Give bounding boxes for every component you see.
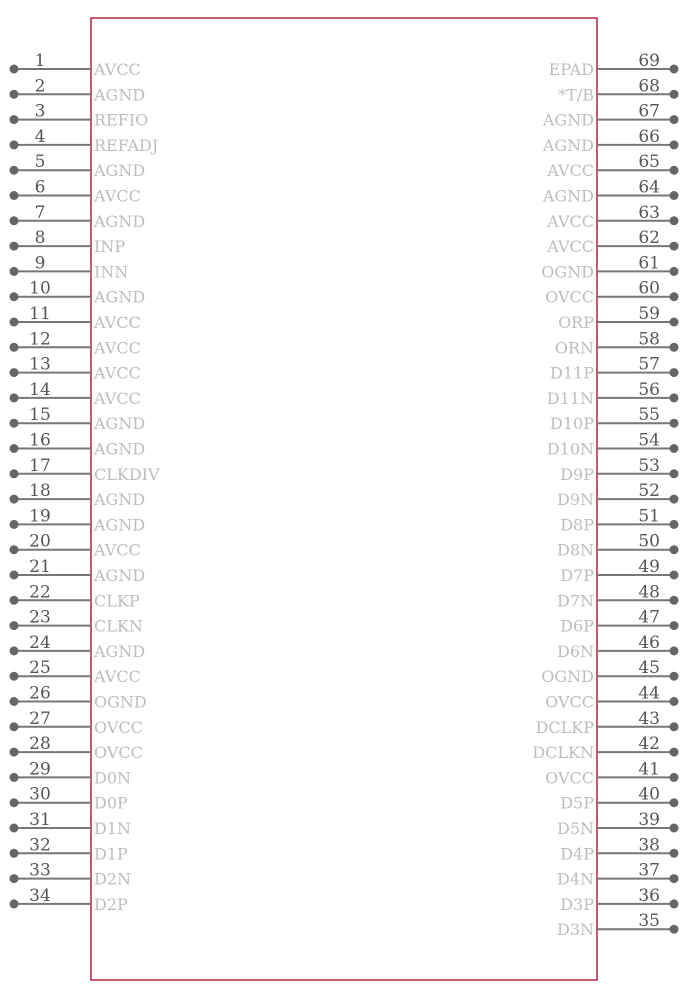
pin-44: [545, 684, 678, 712]
component-body: [91, 18, 597, 980]
pin-64: [542, 178, 679, 206]
pin-name: D6P: [560, 616, 594, 636]
pin-name: AVCC: [547, 161, 594, 181]
pin-name: D11P: [550, 363, 594, 383]
pin-terminal-dot: [670, 166, 679, 175]
pin-name: D3N: [556, 920, 594, 940]
pin-30: [10, 785, 129, 813]
pin-number: 44: [638, 683, 660, 704]
pin-name: AVCC: [94, 338, 141, 358]
pin-5: [10, 152, 146, 180]
pin-name: INP: [94, 237, 126, 257]
pin-terminal-dot: [670, 697, 679, 706]
pin-terminal-dot: [670, 773, 679, 782]
pin-name: D10P: [550, 414, 594, 434]
pin-name: CLKDIV: [94, 464, 160, 484]
pin-12: [10, 329, 141, 357]
pin-name: AVCC: [94, 60, 141, 79]
pin-name: AVCC: [94, 313, 141, 332]
pin-name: AVCC: [94, 667, 141, 687]
pin-34: [10, 886, 129, 914]
pin-terminal-dot: [670, 90, 679, 99]
pin-terminal-dot: [670, 824, 679, 833]
pin-1: [10, 51, 141, 79]
pin-42: [532, 734, 678, 762]
pin-name: D9P: [560, 464, 594, 484]
pin-2: [10, 76, 146, 104]
pin-number: 20: [29, 531, 51, 552]
pin-14: [10, 380, 141, 408]
pin-number: 1: [34, 51, 46, 71]
pin-name: D0P: [94, 793, 128, 813]
pin-name: EPAD: [548, 60, 594, 79]
pin-terminal-dot: [670, 874, 679, 883]
pin-terminal-dot: [670, 115, 679, 124]
pin-name: D9N: [556, 490, 594, 510]
pin-46: [557, 633, 679, 661]
pin-number: 4: [34, 126, 46, 147]
pin-name: D6N: [556, 641, 594, 661]
pin-name: AVCC: [547, 211, 594, 231]
pin-number: 12: [29, 329, 51, 350]
pin-name: OGND: [541, 262, 594, 282]
pin-terminal-dot: [10, 722, 19, 731]
pin-55: [550, 405, 678, 433]
pin-name: D11N: [546, 388, 594, 408]
pin-name: D1N: [94, 819, 132, 838]
pin-terminal-dot: [670, 899, 679, 908]
pin-number: 62: [638, 228, 660, 249]
pin-number: 48: [638, 582, 660, 603]
pin-number: 41: [638, 759, 660, 780]
pin-name: AGND: [94, 641, 146, 661]
pin-19: [10, 506, 146, 534]
pin-number: 63: [638, 202, 660, 223]
pin-number: 52: [638, 481, 660, 502]
pin-terminal-dot: [10, 621, 19, 630]
pin-name: AGND: [542, 110, 594, 130]
pin-number: 8: [34, 228, 46, 249]
pin-27: [10, 709, 143, 737]
pin-28: [10, 734, 143, 762]
pin-7: [10, 203, 146, 231]
pin-name: OGND: [541, 667, 594, 687]
pin-33: [10, 861, 132, 889]
pin-62: [546, 228, 678, 256]
pin-number: 43: [638, 708, 660, 729]
pin-number: 60: [638, 278, 660, 299]
pin-number: 16: [29, 430, 51, 451]
pin-terminal-dot: [10, 292, 19, 301]
pin-number: 29: [29, 759, 51, 780]
pin-name: AGND: [94, 211, 146, 231]
pin-number: 13: [29, 354, 51, 375]
pin-terminal-dot: [10, 65, 19, 74]
pin-terminal-dot: [10, 899, 19, 908]
pin-terminal-dot: [670, 343, 679, 352]
pin-name: D2P: [94, 894, 128, 914]
pin-name: REFADJ: [94, 135, 159, 155]
pin-terminal-dot: [10, 140, 19, 149]
pin-number: 28: [29, 734, 51, 755]
pin-39: [557, 810, 679, 838]
pin-terminal-dot: [10, 267, 19, 276]
pin-name: OGND: [94, 692, 147, 712]
pin-61: [541, 253, 678, 281]
pin-terminal-dot: [10, 318, 19, 327]
pin-name: OVCC: [545, 692, 594, 712]
pin-terminal-dot: [670, 140, 679, 149]
pin-number: 66: [638, 126, 660, 147]
pin-43: [536, 709, 679, 737]
pin-number: 64: [638, 177, 660, 198]
pin-name: AGND: [94, 566, 146, 585]
pin-number: 18: [29, 481, 51, 502]
pin-29: [10, 759, 132, 787]
pin-number: 31: [29, 810, 51, 830]
pin-number: 69: [638, 51, 660, 71]
pin-51: [560, 506, 678, 534]
pin-terminal-dot: [670, 191, 679, 200]
pin-number: 58: [638, 329, 660, 350]
pin-number: 36: [638, 885, 660, 906]
pin-terminal-dot: [10, 596, 19, 605]
pin-number: 51: [638, 506, 660, 527]
pin-name: D0N: [94, 768, 132, 788]
pin-number: 42: [638, 734, 660, 755]
pin-terminal-dot: [670, 520, 679, 529]
pin-terminal-dot: [670, 596, 679, 605]
pin-number: 47: [638, 607, 660, 628]
pin-4: [10, 127, 159, 155]
pin-name: D5P: [560, 793, 594, 813]
pin-number: 7: [34, 202, 46, 223]
pin-name: D4N: [556, 869, 594, 889]
pin-number: 49: [638, 557, 660, 577]
pin-number: 15: [29, 405, 51, 426]
pin-number: 27: [29, 708, 51, 729]
pin-number: 32: [29, 835, 51, 856]
pin-68: [558, 76, 678, 104]
pin-name: D8P: [560, 515, 594, 535]
pin-number: 55: [638, 405, 660, 426]
pin-name: DCLKP: [535, 717, 594, 737]
pin-11: [10, 304, 141, 332]
pin-terminal-dot: [10, 773, 19, 782]
pin-number: 37: [638, 860, 660, 881]
pin-terminal-dot: [670, 798, 679, 807]
pin-6: [10, 178, 141, 206]
pin-17: [10, 456, 160, 484]
pin-name: D7N: [556, 591, 594, 611]
pin-name: AGND: [94, 414, 146, 434]
pin-terminal-dot: [670, 545, 679, 554]
pin-38: [560, 835, 678, 863]
pin-48: [557, 582, 679, 610]
pin-number: 24: [29, 632, 51, 653]
pin-name: AVCC: [94, 186, 141, 206]
pin-32: [10, 835, 129, 863]
pin-37: [557, 861, 679, 889]
pin-terminal-dot: [10, 874, 19, 883]
pin-number: 68: [638, 76, 660, 97]
pin-terminal-dot: [670, 646, 679, 655]
pin-name: AGND: [94, 490, 146, 510]
pin-number: 61: [638, 253, 660, 274]
pin-name: AGND: [542, 135, 594, 155]
pin-name: OVCC: [545, 768, 594, 788]
pin-60: [545, 279, 678, 307]
pin-terminal-dot: [670, 242, 679, 251]
pin-number: 21: [29, 557, 51, 577]
pin-47: [560, 608, 678, 636]
pin-terminal-dot: [670, 318, 679, 327]
pin-terminal-dot: [10, 419, 19, 428]
pin-number: 10: [29, 278, 51, 299]
pin-name: AGND: [542, 186, 594, 206]
pin-41: [545, 759, 678, 787]
pin-terminal-dot: [10, 646, 19, 655]
pin-number: 46: [638, 632, 660, 653]
pin-number: 45: [638, 658, 660, 679]
pin-name: D3P: [560, 894, 594, 914]
pin-13: [10, 355, 141, 383]
pin-name: AVCC: [94, 388, 141, 408]
pin-number: 34: [29, 885, 51, 906]
pin-name: AGND: [94, 287, 146, 307]
pin-terminal-dot: [10, 469, 19, 478]
pin-name: REFIO: [94, 110, 149, 130]
pin-59: [558, 304, 678, 332]
pin-number: 53: [638, 455, 660, 476]
pin-31: [10, 810, 132, 838]
pin-number: 30: [29, 784, 51, 805]
pin-63: [546, 203, 678, 231]
pin-number: 26: [29, 683, 51, 704]
pin-number: 5: [34, 152, 46, 173]
pin-40: [560, 785, 678, 813]
pin-number: 38: [638, 835, 660, 856]
pin-terminal-dot: [10, 849, 19, 858]
pin-name: CLKN: [94, 616, 143, 636]
pin-26: [10, 684, 147, 712]
pin-terminal-dot: [670, 495, 679, 504]
pin-name: DCLKN: [532, 743, 594, 763]
pin-name: D1P: [94, 844, 128, 864]
pin-18: [10, 481, 146, 509]
pin-name: D4P: [560, 844, 594, 864]
pin-54: [547, 431, 679, 459]
pin-terminal-dot: [10, 444, 19, 453]
pin-name: INN: [94, 262, 129, 282]
pin-terminal-dot: [10, 672, 19, 681]
pin-terminal-dot: [670, 419, 679, 428]
pin-57: [550, 355, 678, 383]
pin-58: [555, 329, 679, 357]
pin-9: [10, 253, 129, 281]
pin-terminal-dot: [10, 545, 19, 554]
pin-21: [10, 557, 146, 585]
left-pin-column: [10, 51, 160, 914]
pin-name: ORN: [554, 338, 594, 358]
pin-terminal-dot: [670, 849, 679, 858]
pin-number: 50: [638, 531, 660, 552]
pin-name: OVCC: [545, 287, 594, 307]
pin-22: [10, 582, 140, 610]
pin-35: [557, 911, 679, 939]
pin-66: [542, 127, 679, 155]
pin-name: ORP: [558, 313, 594, 332]
pin-67: [542, 102, 679, 130]
pin-name: CLKP: [94, 591, 140, 611]
pin-number: 6: [34, 177, 46, 198]
pin-terminal-dot: [10, 393, 19, 402]
pin-terminal-dot: [670, 571, 679, 580]
pin-36: [560, 886, 678, 914]
pin-terminal-dot: [670, 267, 679, 276]
pin-name: D5N: [556, 819, 594, 838]
pin-name: AVCC: [94, 540, 141, 560]
pin-terminal-dot: [670, 393, 679, 402]
pin-terminal-dot: [10, 697, 19, 706]
pin-terminal-dot: [10, 90, 19, 99]
pin-50: [557, 532, 679, 560]
pin-terminal-dot: [670, 748, 679, 757]
pin-number: 57: [638, 354, 660, 375]
pin-number: 54: [638, 430, 660, 451]
pin-number: 2: [34, 76, 46, 97]
pin-terminal-dot: [10, 242, 19, 251]
pin-terminal-dot: [670, 216, 679, 225]
pin-terminal-dot: [10, 824, 19, 833]
pin-name: AVCC: [547, 237, 594, 257]
pin-65: [546, 152, 678, 180]
pin-number: 14: [29, 379, 51, 400]
pin-20: [10, 532, 141, 560]
pin-terminal-dot: [670, 469, 679, 478]
pin-number: 67: [638, 101, 660, 122]
pin-3: [10, 102, 149, 130]
pin-8: [10, 228, 126, 256]
pin-terminal-dot: [670, 722, 679, 731]
pin-number: 22: [29, 582, 51, 603]
pin-name: OVCC: [94, 717, 143, 737]
pin-name: AVCC: [94, 363, 141, 383]
pin-terminal-dot: [670, 292, 679, 301]
pin-56: [547, 380, 679, 408]
pin-terminal-dot: [10, 748, 19, 757]
pin-terminal-dot: [10, 571, 19, 580]
pin-name: D2N: [94, 869, 132, 889]
pin-name: D7P: [560, 566, 594, 585]
pin-terminal-dot: [670, 621, 679, 630]
pin-10: [10, 279, 146, 307]
pin-number: 65: [638, 152, 660, 173]
pin-52: [557, 481, 679, 509]
pin-terminal-dot: [10, 798, 19, 807]
pin-terminal-dot: [10, 343, 19, 352]
pin-69: [549, 51, 679, 79]
pin-number: 56: [638, 379, 660, 400]
pin-number: 19: [29, 506, 51, 527]
pin-name: AGND: [94, 515, 146, 535]
pin-49: [560, 557, 678, 585]
pin-terminal-dot: [10, 216, 19, 225]
pin-23: [10, 608, 143, 636]
pin-terminal-dot: [10, 115, 19, 124]
pin-45: [541, 658, 678, 686]
pin-number: 9: [34, 253, 46, 274]
pin-name: AGND: [94, 161, 146, 181]
pin-number: 3: [34, 101, 46, 122]
pin-number: 23: [29, 607, 51, 628]
pin-terminal-dot: [10, 166, 19, 175]
pin-terminal-dot: [670, 925, 679, 934]
pin-number: 40: [638, 784, 660, 805]
pin-terminal-dot: [10, 520, 19, 529]
pin-53: [560, 456, 678, 484]
pin-name: OVCC: [94, 743, 143, 763]
pin-terminal-dot: [10, 368, 19, 377]
pin-number: 33: [29, 860, 51, 881]
pin-name: D8N: [556, 540, 594, 560]
pin-number: 17: [29, 455, 51, 476]
pin-name: AGND: [94, 439, 146, 459]
right-pin-column: [532, 51, 678, 939]
pin-terminal-dot: [670, 444, 679, 453]
pin-24: [10, 633, 146, 661]
pin-15: [10, 405, 146, 433]
pin-number: 39: [638, 810, 660, 830]
pin-terminal-dot: [670, 368, 679, 377]
pin-terminal-dot: [670, 65, 679, 74]
pin-16: [10, 431, 146, 459]
pin-number: 59: [638, 304, 660, 324]
pin-number: 35: [638, 911, 660, 932]
pin-number: 11: [29, 304, 51, 324]
pin-name: AGND: [94, 85, 146, 105]
pin-name: D10N: [546, 439, 594, 459]
pin-number: 25: [29, 658, 51, 679]
pin-terminal-dot: [10, 191, 19, 200]
pin-name: *T/B: [558, 85, 594, 105]
pin-terminal-dot: [670, 672, 679, 681]
pin-terminal-dot: [10, 495, 19, 504]
pin-25: [10, 658, 141, 686]
